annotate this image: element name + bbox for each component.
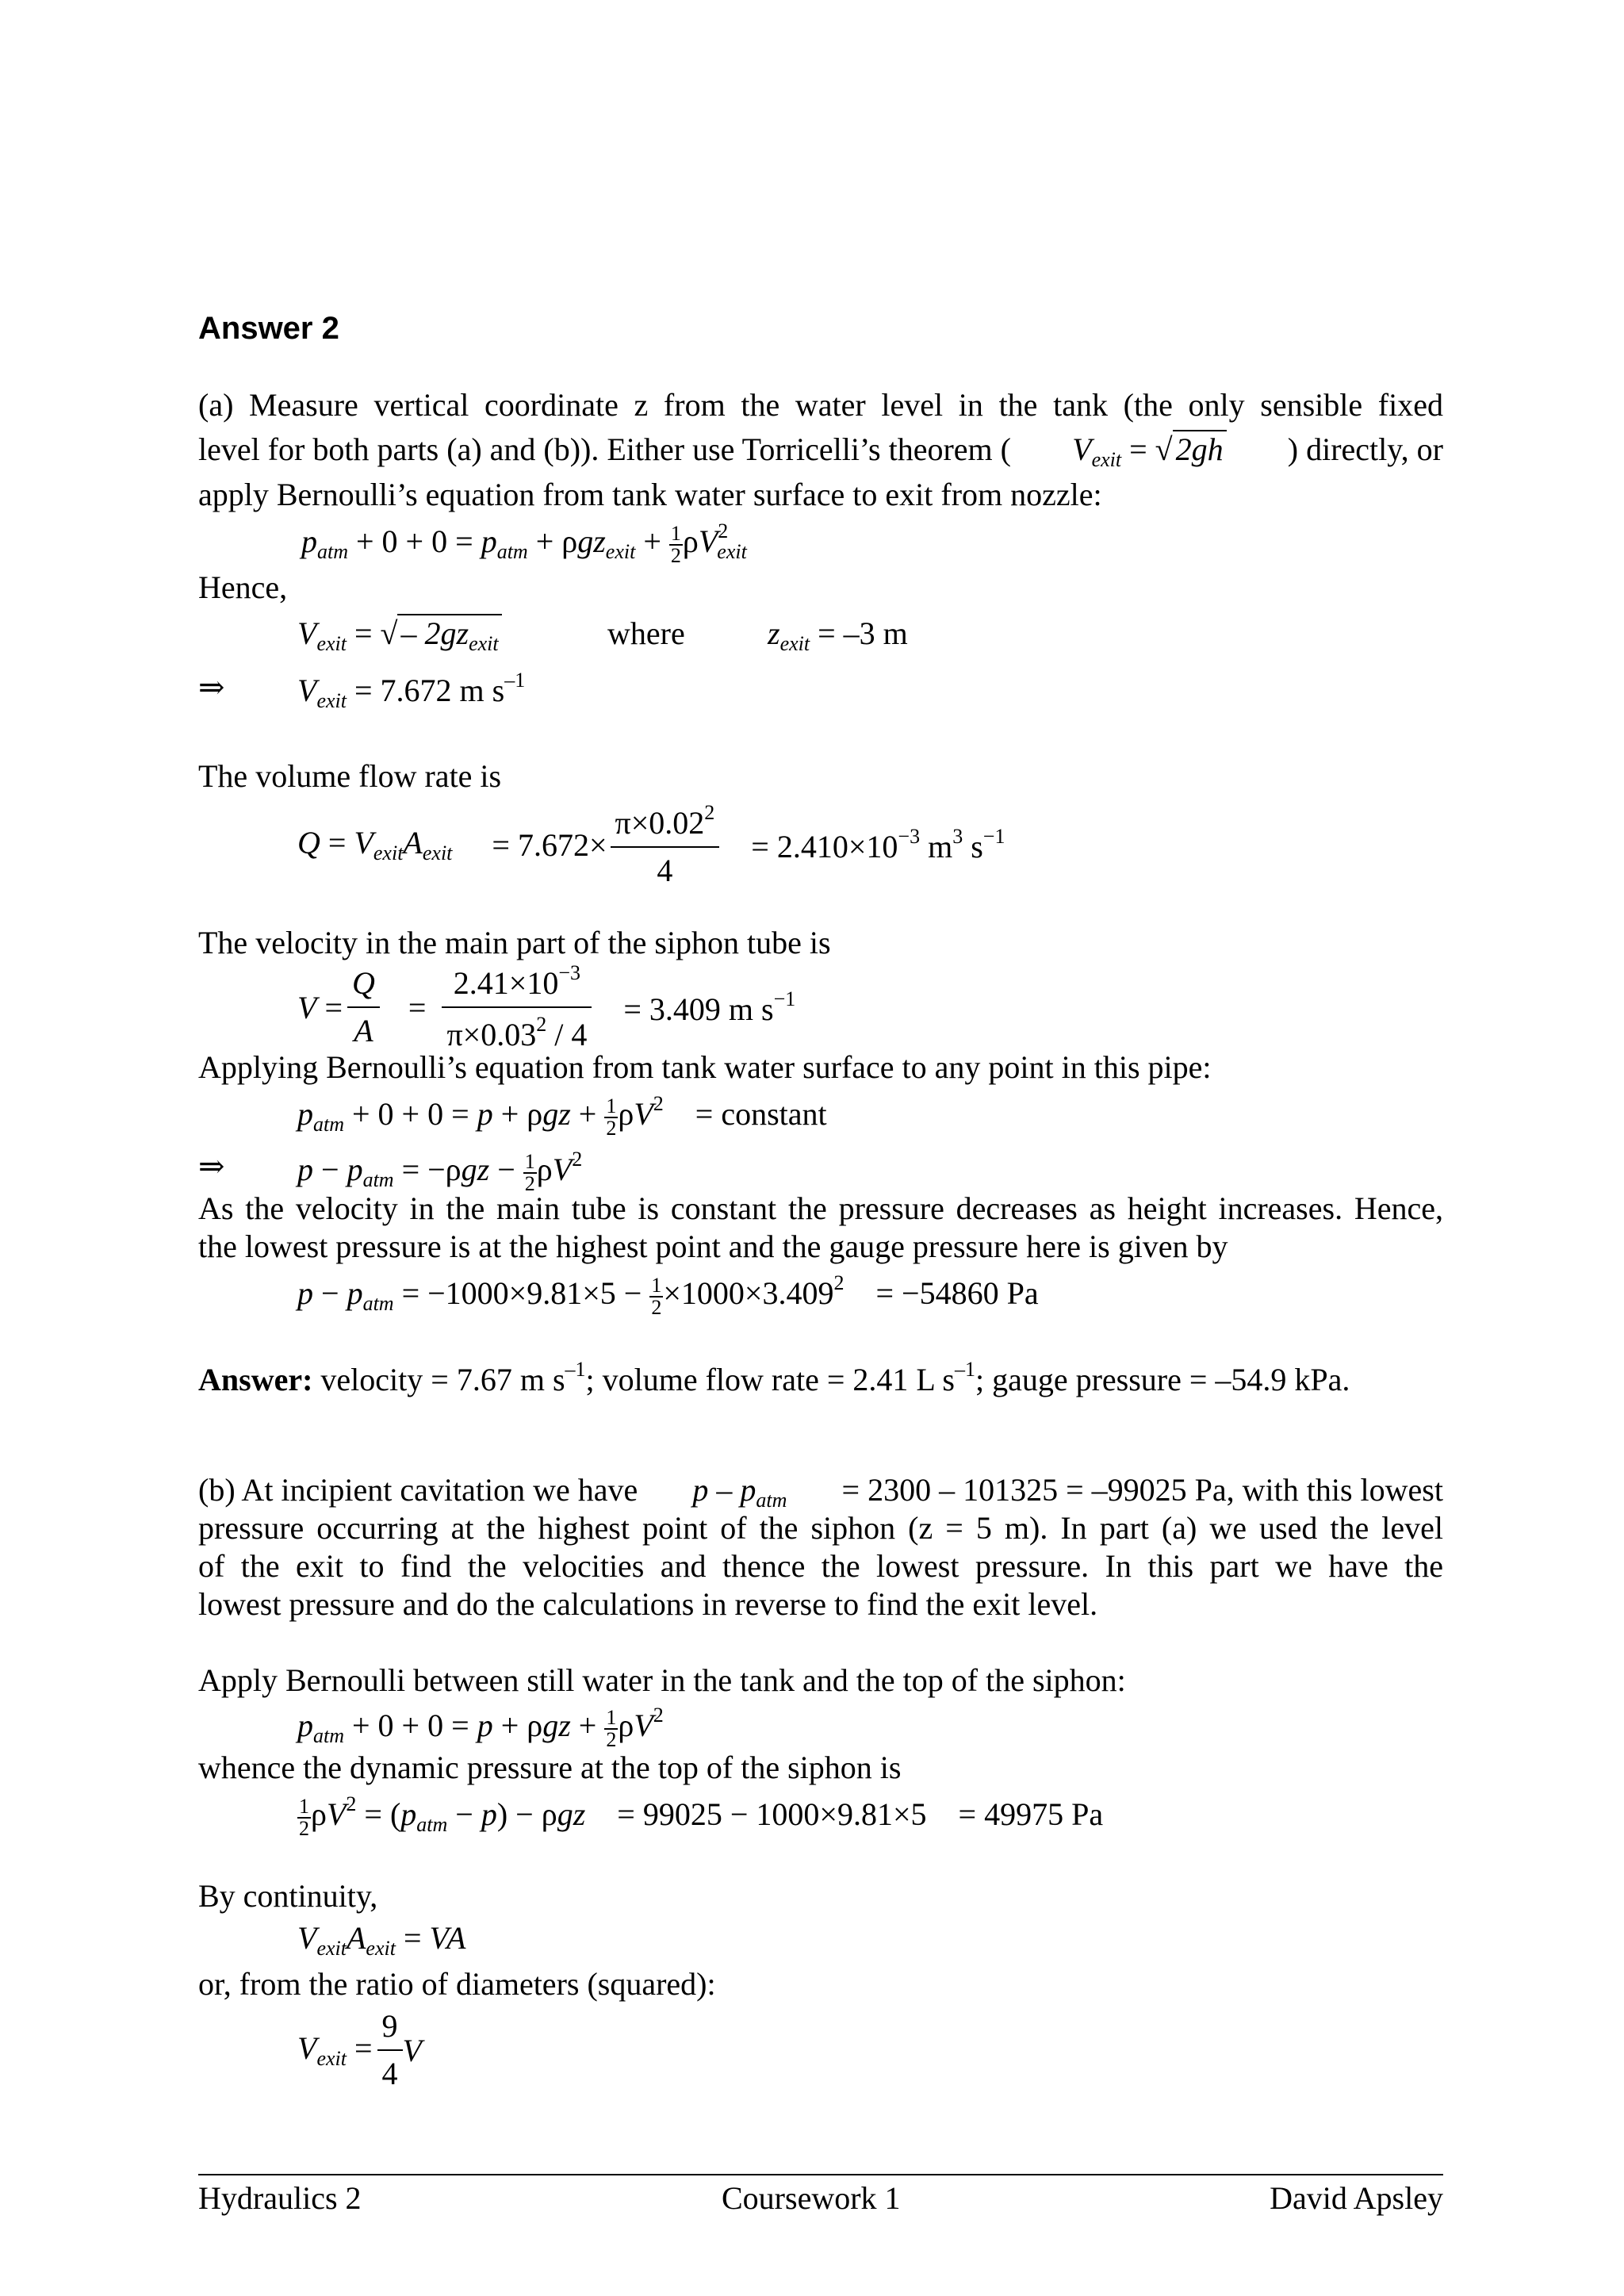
dynamic-pressure-equation: $\frac{1}{2}$ $\rho V^2 = (p_{atm} - p) - \rho gz = 99025 - 1000\times 9.81\times 5 = 49975$ Pa [299, 1792, 1104, 1840]
dynamic-pressure-intro: whence the dynamic pressure at the top of the siphon is [198, 1750, 902, 1785]
v-fraction-den-tail: / 4 [546, 1017, 588, 1052]
gauge-calc-1: = −1000×9.81×5 − [401, 1275, 642, 1311]
part-b-bernoulli-equation: $p_{atm} + 0 + 0 = p + \rho gz$ + $\frac{1}{2}$ $\rho V^2$ [297, 1704, 664, 1751]
explain-line2: the lowest pressure is at the highest point and the gauge pressure here is given by [198, 1228, 1228, 1264]
ratio-fraction [377, 2008, 403, 2092]
velocity-intro: The velocity in the main part of the siphon tube is [198, 925, 831, 960]
part-a-intro-line1: (a) Measure vertical coordinate z from the water level in the tank (the only sensible fixed [198, 387, 1443, 423]
part-a-intro-line2 [198, 431, 1443, 472]
answer-velocity: velocity = 7.67 m s [312, 1362, 565, 1397]
part-b-line1-suffix: = 2300 – 101325 = –99025 Pa, with this lowest [841, 1472, 1443, 1508]
part-a-intro-line3: apply Bernoulli’s equation from tank water surface to exit from nozzle: [198, 477, 1102, 512]
part-b-line4: lowest pressure and do the calculations in reverse to find the exit level. [198, 1586, 1098, 1622]
answer-label: Answer: [198, 1362, 313, 1397]
v-exit-formula: $V_{exit}$ = √ – $2gz_{exit}$ [297, 615, 502, 656]
continuity-label: By continuity, [198, 1878, 378, 1914]
footer-rule [198, 2174, 1443, 2175]
answer-flow-rate: ; volume flow rate = 2.41 L s [585, 1362, 955, 1397]
z-exit-value: = –3 m [818, 615, 908, 651]
part-b-line1 [198, 1471, 1443, 1512]
part-b-bernoulli-intro: Apply Bernoulli between still water in the tank and the top of the siphon: [198, 1662, 1126, 1698]
sqrt-symbol: √ 2gh [1155, 431, 1227, 468]
q-fraction: $\frac{\pi\times 0.02^2}{4}$ [611, 801, 720, 889]
answer-gauge-pressure: ; gauge pressure = –54.9 kPa. [975, 1362, 1350, 1397]
v-fraction-num: 2.41×10 [453, 965, 559, 1001]
bernoulli-pipe-equation: $p_{atm} + 0 + 0 = p + \rho gz$ + $\frac{1}{2}$ $\rho V^2$ = constant [297, 1092, 827, 1140]
hence-label: Hence, [198, 569, 288, 605]
answer-summary: Answer: velocity = 7.67 m $s^{-1}$; volume flow rate = 2.41 L $s^{-1}$; gauge pressure = –54.9 kPa. [198, 1358, 1350, 1397]
intro-line2-suffix: ) directly, or [1287, 431, 1443, 467]
v-exit-result: $V_{exit} = 7.672$ m $s^{-1}$ [297, 669, 526, 712]
bernoulli-equation-exit: $p_{atm} + 0 + 0 = p_{atm} + \rho gz_{exit}$ + $\frac{1}{2}$ $\rho V^2_{exit}$ [301, 519, 747, 567]
v-fraction: $\frac{2.41\times 10^{-3}}{\pi\times 0.03^2 / 4}$ [442, 961, 592, 1053]
section-heading: Answer 2 [198, 311, 339, 346]
bernoulli-pipe-intro: Applying Bernoulli’s equation from tank water surface to any point in this pipe: [198, 1049, 1212, 1085]
flow-rate-equation [297, 801, 1005, 888]
q-fraction-num: π×0.02 [615, 804, 705, 841]
continuity-equation: $V_{exit}A_{exit}$ = VA [297, 1920, 466, 1960]
velocity-equation: V = $\frac{Q}{A}$ = $\frac{2.41\times 10^{-3}}{\pi\times 0.03^2 / 4}$ = 3.409 m $s^{-1}$ [297, 961, 796, 1052]
implies-arrow-1: ⇒ [198, 669, 225, 705]
gauge-calc-2: ×1000×3.409 [663, 1275, 834, 1311]
dynamic-result: = 49975 Pa [958, 1796, 1104, 1832]
ratio-den: 4 [381, 2056, 398, 2091]
footer-left: Hydraulics 2 [198, 2180, 362, 2216]
z-exit-definition: $z_{exit} = -3$ m [768, 615, 908, 655]
dynamic-calc: = 99025 − 1000×9.81×5 [617, 1796, 927, 1832]
constant-label: = constant [695, 1096, 827, 1132]
q-result-value: = 2.410×10 [751, 828, 898, 864]
ratio-num: 9 [377, 2008, 403, 2051]
where-label: where [607, 615, 685, 651]
part-b-line3: of the exit to find the velocities and thence the lowest pressure. In this part we have the [198, 1548, 1443, 1584]
torricelli-formula: $V_{exit}$ = √ 2gh [1072, 431, 1226, 472]
q-step: = 7.672× [492, 826, 607, 863]
ratio-equation: $V_{exit}$ = $\frac{9}{4}$ V [297, 2008, 422, 2091]
gauge-result: = −54860 Pa [875, 1275, 1039, 1311]
q-over-a: $\frac{Q}{A}$ [347, 965, 380, 1049]
explain-line1: As the velocity in the main tube is constant the pressure decreases as height increases. Hence, [198, 1190, 1443, 1226]
intro-line2-prefix: level for both parts (a) and (b)). Either use Torricelli’s theorem ( [198, 431, 1011, 467]
v-result: = 3.409 m s [623, 991, 774, 1027]
flow-rate-intro: The volume flow rate is [198, 758, 502, 794]
ratio-intro: or, from the ratio of diameters (squared): [198, 1966, 716, 2002]
v-fraction-den: π×0.03 [446, 1017, 537, 1052]
gauge-pressure-calc: $p - p_{atm} = -1000\times 9.81\times 5$ − $\frac{1}{2}$ $\times 1000\times 3.409^2 = -54860$ Pa [297, 1271, 1039, 1319]
part-b-line1-prefix: (b) At incipient cavitation we have [198, 1472, 638, 1508]
v-exit-result-value: = 7.672 m s [354, 673, 505, 708]
footer-right: David Apsley [1270, 2180, 1443, 2216]
q-definition: $Q = V_{exit}A_{exit}$ [297, 825, 453, 864]
q-fraction-den: 4 [657, 852, 673, 888]
gauge-pressure-formula: $p - p_{atm} = -\rho gz$ − $\frac{1}{2}$ $\rho V^2$ [297, 1148, 583, 1195]
part-b-pressure-diff: p – $p_{atm}$ [692, 1472, 787, 1512]
q-result: = $2.410\times 10^{-3}$ $m^3$ $s^{-1}$ [751, 824, 1005, 864]
footer-center: Coursework 1 [722, 2180, 901, 2216]
implies-arrow-2: ⇒ [198, 1148, 225, 1184]
part-b-line2: pressure occurring at the highest point of the siphon (z = 5 m). In part (a) we used the level [198, 1510, 1443, 1546]
